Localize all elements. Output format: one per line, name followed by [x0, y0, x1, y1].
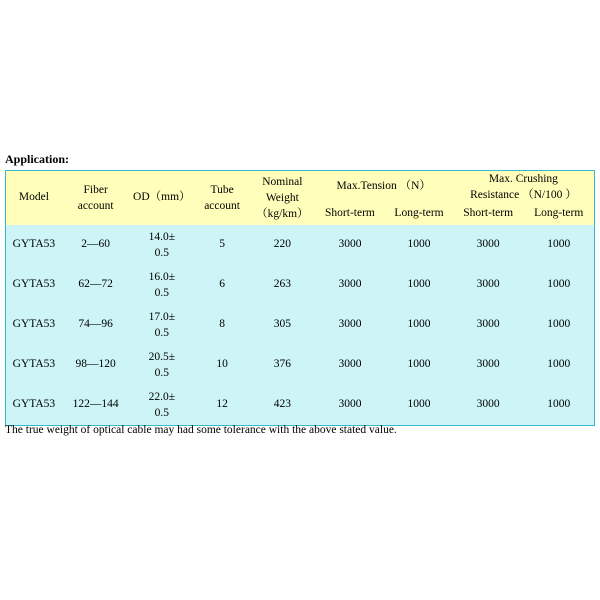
cell-tension-long-term: 1000: [385, 265, 453, 305]
cell-od-line2: 0.5: [154, 327, 169, 340]
column-subheader-crushing-short-term: Short-term: [453, 203, 524, 225]
cell-od-line1: 16.0±: [148, 271, 176, 284]
cell-tension-short-term: 3000: [315, 345, 386, 385]
column-header-nominal-weight-line1: Nominal: [262, 175, 303, 188]
column-header-fiber-account-line1: Fiber: [83, 184, 108, 196]
cell-tension-short-term: 3000: [315, 305, 386, 345]
cell-od-line2: 0.5: [154, 247, 169, 260]
cell-nominal-weight: 263: [250, 265, 315, 305]
column-header-model: Model: [6, 171, 62, 225]
cell-crushing-short-term: 3000: [453, 385, 524, 425]
cell-fiber-account: 2—60: [62, 225, 130, 265]
cell-crushing-long-term: 1000: [523, 305, 594, 345]
column-subheader-tension-short-term: Short-term: [315, 203, 386, 225]
table-row: [6, 305, 594, 345]
cell-crushing-long-term: 1000: [523, 265, 594, 305]
column-header-tube-account-line2: account: [204, 200, 240, 213]
column-header-max-tension: Max.Tension （N）: [315, 171, 453, 203]
cell-model: GYTA53: [6, 225, 62, 265]
cell-nominal-weight: 423: [250, 385, 315, 425]
table-row: [6, 385, 594, 425]
cell-od: [129, 225, 194, 265]
column-header-fiber-account: [62, 171, 130, 225]
table-body: [6, 225, 594, 425]
column-header-tube-account-line1: Tube: [210, 184, 234, 196]
column-header-od: OD（mm）: [129, 171, 194, 225]
cell-nominal-weight: 305: [250, 305, 315, 345]
cell-nominal-weight: 220: [250, 225, 315, 265]
cell-od-line2: 0.5: [154, 287, 169, 300]
cell-od-line2: 0.5: [154, 367, 169, 380]
column-header-fiber-account-line2: account: [77, 200, 114, 213]
cell-tension-short-term: 3000: [315, 265, 386, 305]
cell-tension-short-term: 3000: [315, 385, 386, 425]
cell-crushing-short-term: 3000: [453, 345, 524, 385]
table-header: [6, 171, 594, 225]
cell-od: [129, 385, 194, 425]
cell-fiber-account: 122—144: [62, 385, 130, 425]
cell-tube-account: 5: [194, 225, 250, 265]
cell-tension-long-term: 1000: [385, 385, 453, 425]
cell-od: [129, 305, 194, 345]
specification-table-container: [5, 170, 595, 426]
column-header-tube-account: [194, 171, 250, 225]
cell-tension-long-term: 1000: [385, 345, 453, 385]
cell-fiber-account: 98—120: [62, 345, 130, 385]
cell-crushing-long-term: 1000: [523, 345, 594, 385]
cell-tension-long-term: 1000: [385, 305, 453, 345]
table-row: [6, 265, 594, 305]
table-row: [6, 225, 594, 265]
column-subheader-crushing-long-term: Long-term: [523, 203, 594, 225]
table-header-row-1: [6, 171, 594, 203]
cell-tension-short-term: 3000: [315, 225, 386, 265]
cell-model: GYTA53: [6, 265, 62, 305]
cell-model: GYTA53: [6, 305, 62, 345]
cell-crushing-short-term: 3000: [453, 225, 524, 265]
cell-od-line1: 14.0±: [148, 231, 176, 244]
cell-od: [129, 345, 194, 385]
cell-od-line2: 0.5: [154, 407, 169, 420]
table-footnote: The true weight of optical cable may had some tolerance with the above stated value.: [5, 424, 397, 436]
column-header-nominal-weight-line3: （kg/km）: [256, 208, 309, 221]
page-title: Application:: [5, 152, 70, 166]
column-header-max-crushing-resistance: [453, 171, 594, 203]
cell-od: [129, 265, 194, 305]
cell-crushing-short-term: 3000: [453, 265, 524, 305]
column-header-max-crushing-line2: Resistance （N/100 ）: [470, 189, 577, 202]
cell-fiber-account: 62—72: [62, 265, 130, 305]
cell-nominal-weight: 376: [250, 345, 315, 385]
cell-crushing-short-term: 3000: [453, 305, 524, 345]
cell-model: GYTA53: [6, 345, 62, 385]
column-header-nominal-weight: [250, 171, 315, 225]
cell-od-line1: 20.5±: [148, 351, 176, 364]
column-header-nominal-weight-line2: Weight: [265, 192, 299, 205]
specification-table: [6, 171, 594, 425]
cell-crushing-long-term: 1000: [523, 225, 594, 265]
cell-tension-long-term: 1000: [385, 225, 453, 265]
cell-tube-account: 6: [194, 265, 250, 305]
cell-tube-account: 8: [194, 305, 250, 345]
cell-tube-account: 10: [194, 345, 250, 385]
cell-fiber-account: 74—96: [62, 305, 130, 345]
cell-crushing-long-term: 1000: [523, 385, 594, 425]
column-header-max-crushing-line1: Max. Crushing: [488, 173, 558, 185]
cell-od-line1: 17.0±: [148, 311, 176, 324]
column-subheader-tension-long-term: Long-term: [385, 203, 453, 225]
table-row: [6, 345, 594, 385]
cell-od-line1: 22.0±: [148, 391, 176, 404]
cell-tube-account: 12: [194, 385, 250, 425]
cell-model: GYTA53: [6, 385, 62, 425]
